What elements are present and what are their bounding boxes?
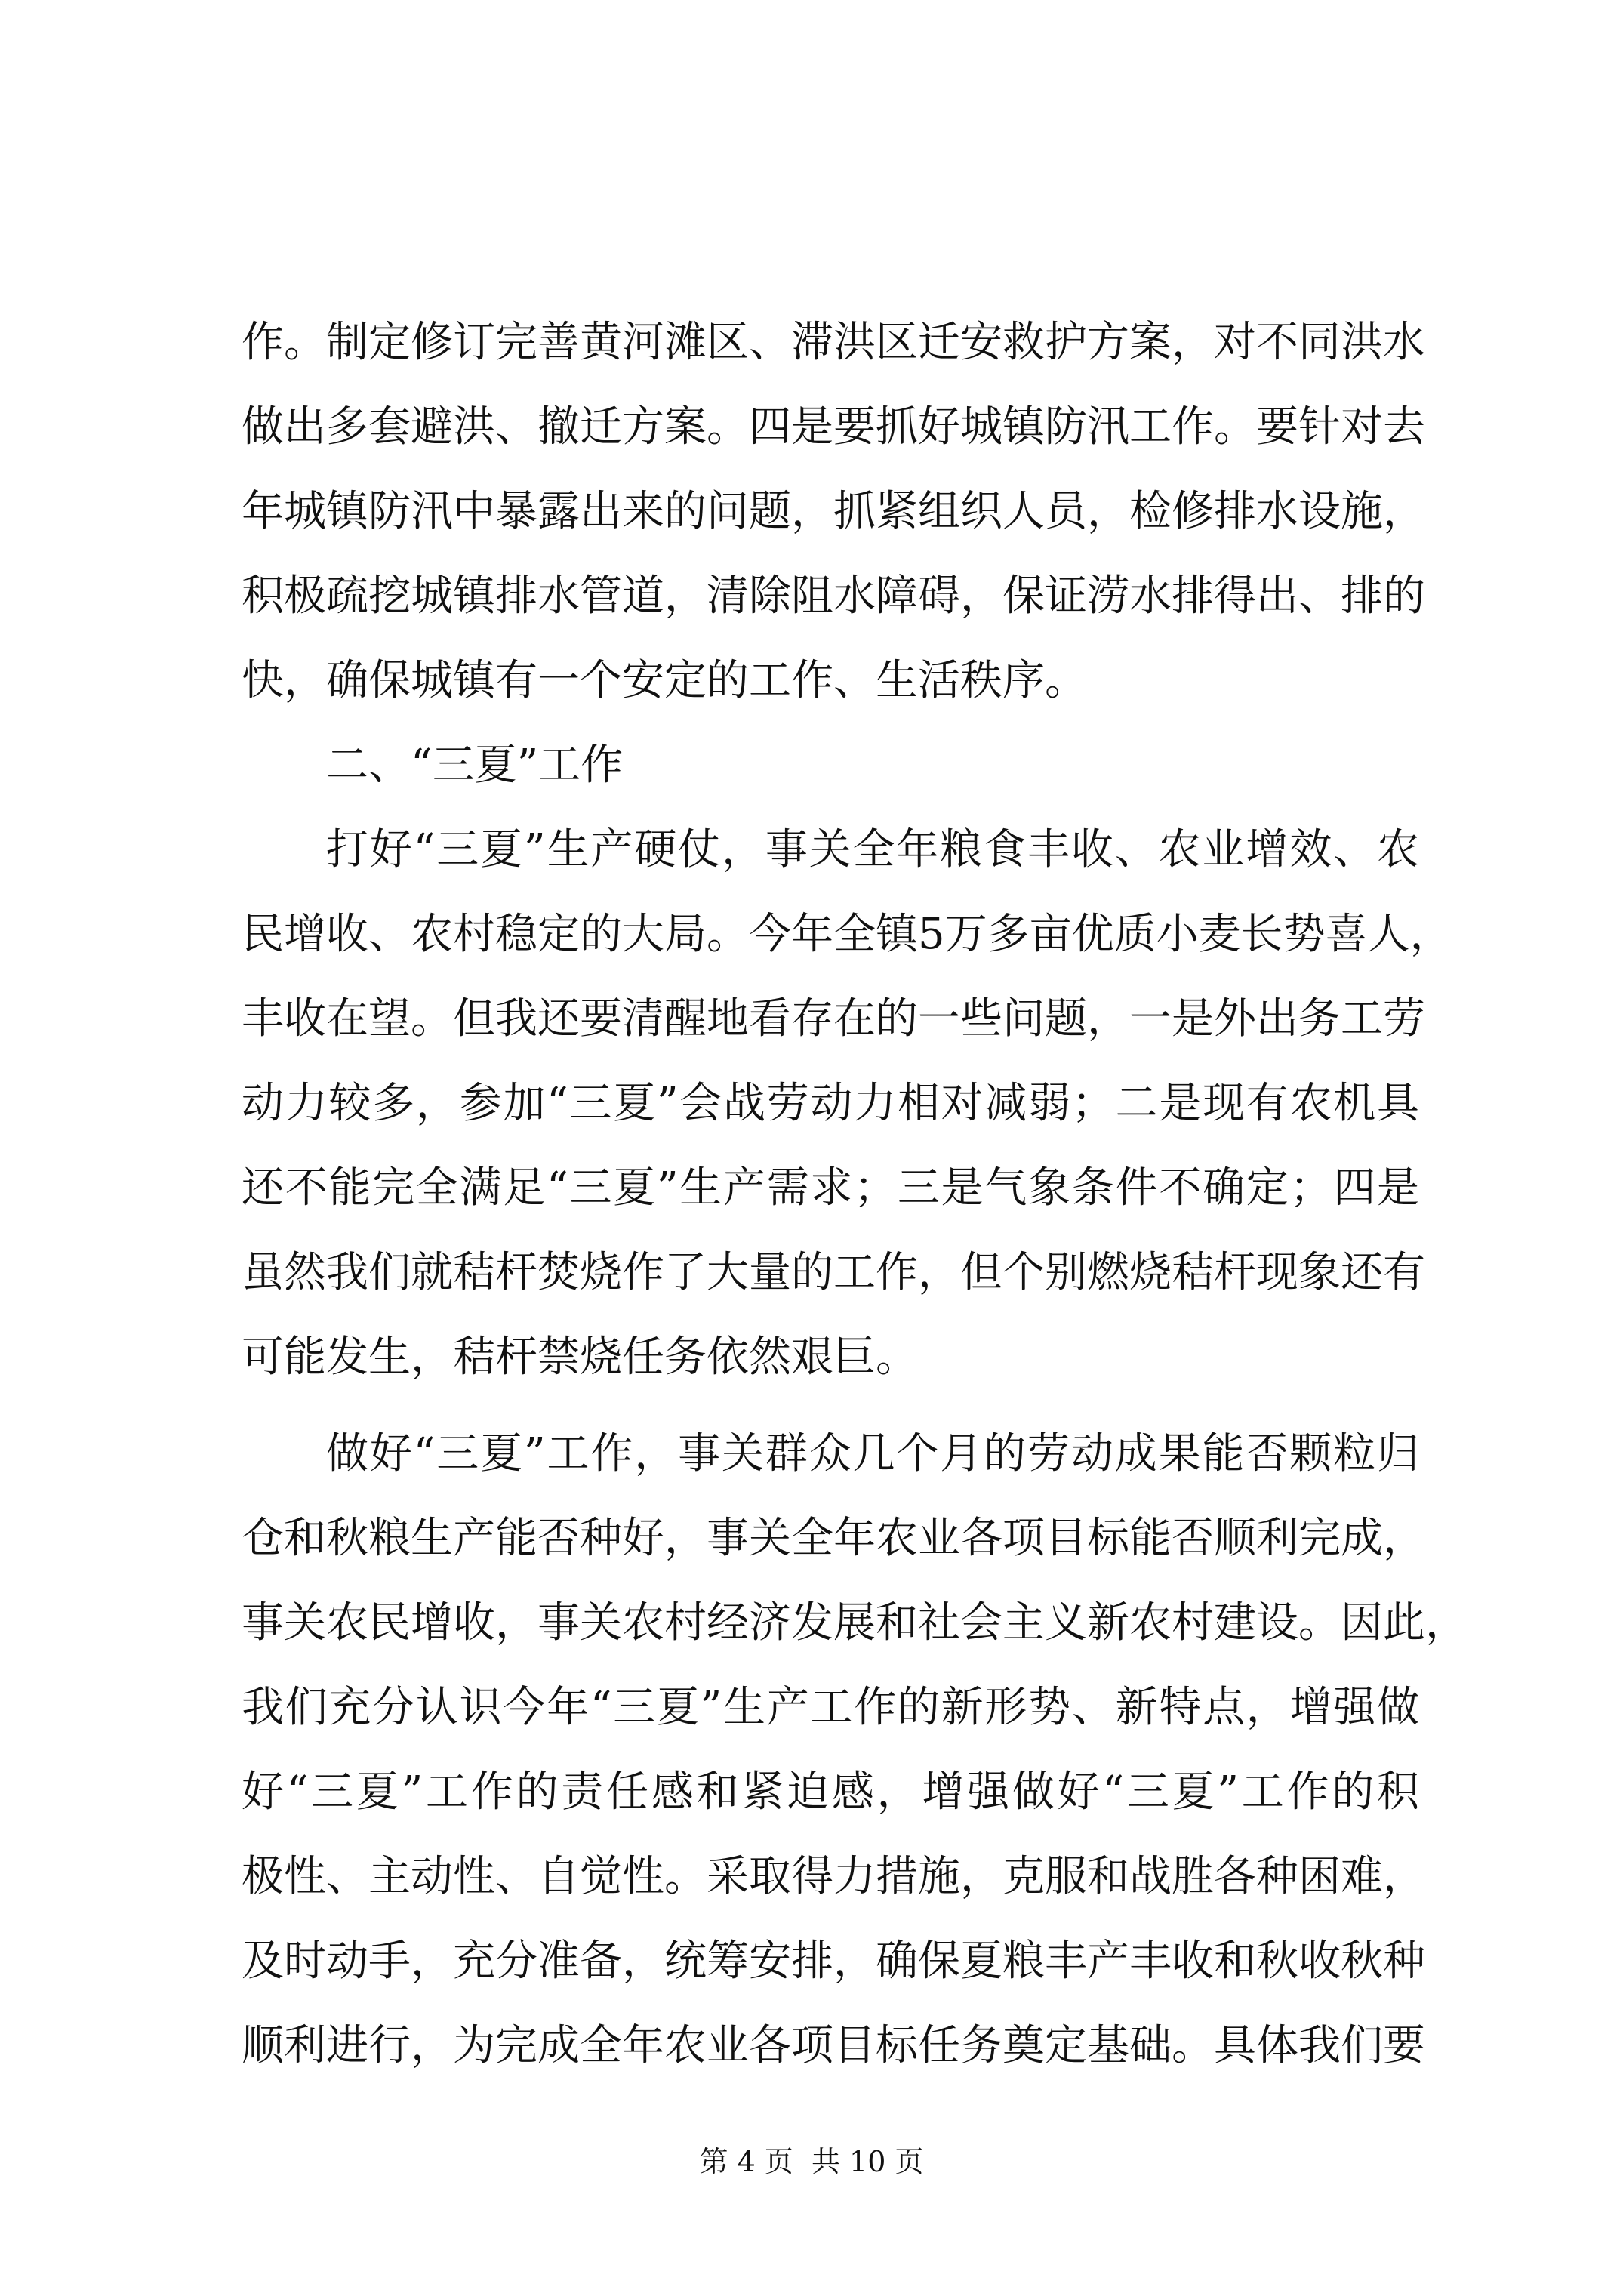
text-line: 快，确保城镇有一个安定的工作、生活秩序。 — [242, 656, 1087, 705]
section-heading-block — [242, 723, 1419, 808]
text-line: 民增收、农村稳定的大局。今年全镇5万多亩优质小麦长势喜人， — [242, 910, 1452, 959]
text-line: 可能发生，秸杆禁烧任务依然艰巨。 — [242, 1333, 918, 1382]
section-heading: 二、“三夏”工作 — [326, 741, 624, 790]
text-line: 还不能完全满足“三夏”生产需求；三是气象条件不确定；四是 — [242, 1163, 1419, 1213]
document-body — [242, 300, 1467, 2088]
page-footer — [0, 2138, 1623, 2180]
text-line: 极性、主动性、自觉性。采取得力措施，克服和战胜各种困难， — [242, 1852, 1425, 1901]
text-line: 丰收在望。但我还要清醒地看存在的一些问题，一是外出务工劳 — [242, 994, 1425, 1043]
text-line: 年城镇防汛中暴露出来的问题，抓紧组织人员，检修排水设施， — [242, 487, 1425, 536]
text-line: 仓和秋粮生产能否种好，事关全年农业各项目标能否顺利完成， — [242, 1514, 1425, 1563]
page-number: 第 4 页 共 10 页 — [699, 2145, 924, 2178]
text-line: 做好“三夏”工作，事关群众几个月的劳动成果能否颗粒归 — [326, 1429, 1419, 1478]
text-line: 打好“三夏”生产硬仗，事关全年粮食丰收、农业增效、农 — [326, 825, 1419, 874]
text-line: 顺利进行，为完成全年农业各项目标任务奠定基础。具体我们要 — [242, 2021, 1425, 2070]
text-line: 积极疏挖城镇排水管道，清除阻水障碍，保证涝水排得出、排的 — [242, 572, 1425, 621]
paragraph-sanxia-importance — [242, 1412, 1467, 2088]
text-line: 及时动手，充分准备，统筹安排，确保夏粮丰产丰收和秋收秋种 — [242, 1937, 1425, 1986]
text-line: 我们充分认识今年“三夏”生产工作的新形势、新特点，增强做 — [242, 1683, 1419, 1732]
text-line: 事关农民增收，事关农村经济发展和社会主义新农村建设。因此， — [242, 1598, 1467, 1647]
text-line: 虽然我们就秸杆焚烧作了大量的工作，但个别燃烧秸杆现象还有 — [242, 1248, 1425, 1297]
text-line: 好“三夏”工作的责任感和紧迫感，增强做好“三夏”工作的积 — [242, 1767, 1419, 1817]
paragraph-sanxia-intro — [242, 808, 1452, 1400]
text-line: 动力较多，参加“三夏”会战劳动力相对减弱；二是现有农机具 — [242, 1079, 1419, 1128]
paragraph-spacer — [242, 1400, 1419, 1412]
paragraph-continuation — [242, 300, 1425, 723]
text-line: 做出多套避洪、撤迁方案。四是要抓好城镇防汛工作。要针对去 — [242, 402, 1425, 451]
text-line: 作。制定修订完善黄河滩区、滞洪区迁安救护方案，对不同洪水 — [242, 318, 1425, 367]
